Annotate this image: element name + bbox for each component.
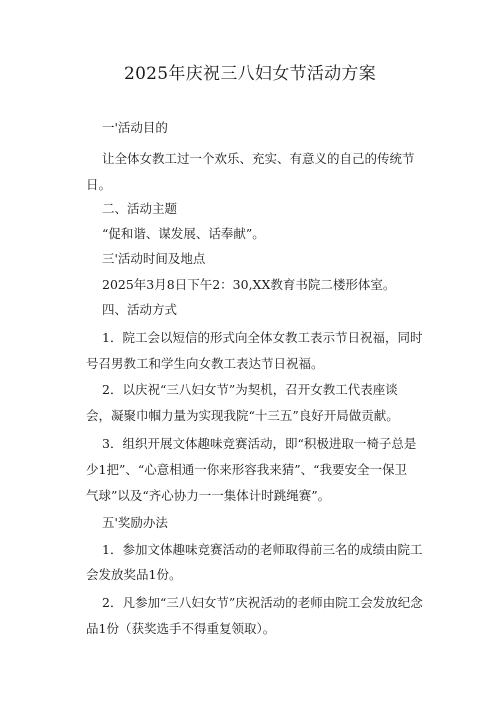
paragraph-line: 2025年3月8日下午2：30,XX教育书院二楼形体室。 xyxy=(102,277,396,292)
section-heading-theme: 二、活动主题 xyxy=(102,201,178,216)
list-item-line: 3．组织开展文体趣味竞赛活动，即“积极进取一椅子总是 xyxy=(102,436,417,451)
list-item-line: 少1把”、“心意相通一你来形容我来猜”、“我要安全一保卫 xyxy=(86,462,408,477)
list-item-line: 会发放奖品1份。 xyxy=(86,567,182,582)
list-item-line: 会，凝聚巾帼力量为实现我院“十三五”良好开局做贡献。 xyxy=(86,408,399,423)
list-item-line: 品1份（获奖选手不得重复领取）。 xyxy=(86,621,276,636)
section-heading-rewards: 五'奖励办法 xyxy=(102,515,168,530)
list-item-line: 号召男教工和学生向女教工表达节日祝福。 xyxy=(86,356,324,371)
paragraph-line: “促和谐、谋发展、话奉献”。 xyxy=(102,226,265,241)
list-item-line: 1．参加文体趣味竞赛活动的老师取得前三名的成绩由院工 xyxy=(102,542,423,557)
list-item-line: 气球”以及“齐心协力一一集体计时跳绳赛”。 xyxy=(86,488,331,503)
list-item-line: 2．以庆祝“三八妇女节”为契机，召开女教工代表座谈 xyxy=(102,382,398,397)
list-item-line: 1．院工会以短信的形式向全体女教工表示节日祝福，同时 xyxy=(102,330,423,345)
list-item-line: 2．凡参加“三八妇女节”庆祝活动的老师由院工会发放纪念 xyxy=(102,595,423,610)
paragraph-line: 日。 xyxy=(86,177,112,192)
section-heading-time-place: 三'活动时间及地点 xyxy=(102,251,206,266)
paragraph-line: 让全体女教工过一个欢乐、充实、有意义的自己的传统节 xyxy=(102,151,415,166)
section-heading-method: 四、活动方式 xyxy=(102,302,178,317)
document-title: 2025年庆祝三八妇女节活动方案 xyxy=(123,64,377,84)
section-heading-purpose: 一'活动目的 xyxy=(102,120,168,135)
